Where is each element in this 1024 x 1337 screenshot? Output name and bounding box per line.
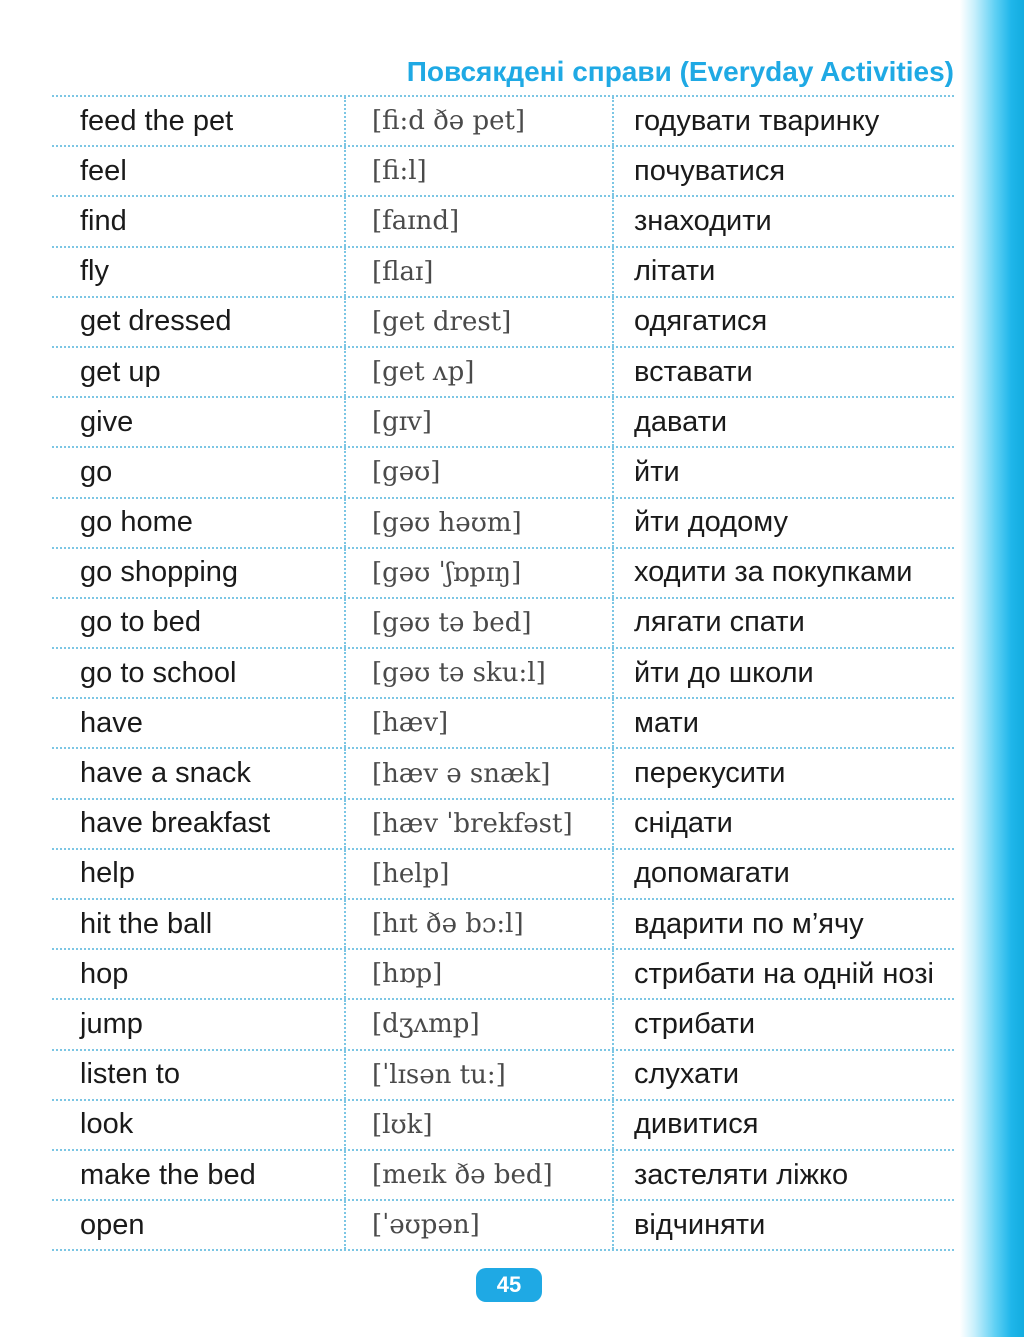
table-row xyxy=(52,1201,954,1251)
english-word: feed the pet xyxy=(52,97,346,145)
english-word: get up xyxy=(52,348,346,396)
english-word: jump xyxy=(52,1000,346,1048)
ukrainian-translation: ходити за покупками xyxy=(634,556,913,589)
transcription: [faɪnd] xyxy=(346,197,614,245)
ukrainian-translation: відчиняти xyxy=(634,1208,766,1241)
ukrainian-translation: перекусити xyxy=(634,757,786,790)
transcription: [dʒʌmp] xyxy=(346,1000,614,1048)
english-word: have breakfast xyxy=(52,800,346,848)
transcription: [help] xyxy=(346,850,614,898)
transcription: [flaɪ] xyxy=(346,248,614,296)
ukrainian-translation: годувати тваринку xyxy=(634,104,880,137)
english-word: go home xyxy=(52,499,346,547)
transcription: [gəʊ tə sku:l] xyxy=(346,649,614,697)
vocabulary-table xyxy=(52,95,954,1251)
table-row xyxy=(52,950,954,1000)
english-word: help xyxy=(52,850,346,898)
english-word: go to school xyxy=(52,649,346,697)
english-word: get dressed xyxy=(52,298,346,346)
table-row xyxy=(52,749,954,799)
table-row xyxy=(52,599,954,649)
transcription: [fi:d ðə pet] xyxy=(346,97,614,145)
ukrainian-translation: снідати xyxy=(634,807,733,840)
transcription: [fi:l] xyxy=(346,147,614,195)
ukrainian-translation: дивитися xyxy=(634,1108,759,1141)
table-row xyxy=(52,448,954,498)
table-row xyxy=(52,850,954,900)
table-row xyxy=(52,649,954,699)
transcription: [hæv ə snæk] xyxy=(346,749,614,797)
ukrainian-translation: застеляти ліжко xyxy=(634,1158,849,1191)
ukrainian-translation: знаходити xyxy=(634,204,772,237)
english-word: hit the ball xyxy=(52,900,346,948)
table-row xyxy=(52,900,954,950)
table-row xyxy=(52,147,954,197)
transcription: [ˈlɪsən tu:] xyxy=(346,1051,614,1099)
table-row xyxy=(52,499,954,549)
english-word: make the bed xyxy=(52,1151,346,1199)
english-word: feel xyxy=(52,147,346,195)
ukrainian-translation: літати xyxy=(634,255,716,288)
ukrainian-translation: одягатися xyxy=(634,305,768,338)
ukrainian-translation: лягати спати xyxy=(634,606,805,639)
transcription: [gəʊ həʊm] xyxy=(346,499,614,547)
ukrainian-translation: почуватися xyxy=(634,154,786,187)
table-row xyxy=(52,248,954,298)
english-word: go to bed xyxy=(52,599,346,647)
ukrainian-translation: слухати xyxy=(634,1058,740,1091)
ukrainian-translation: допомагати xyxy=(634,857,790,890)
table-row xyxy=(52,298,954,348)
table-row xyxy=(52,197,954,247)
ukrainian-translation: йти додому xyxy=(634,506,788,539)
table-row xyxy=(52,1101,954,1151)
table-row xyxy=(52,800,954,850)
transcription: [hɒp] xyxy=(346,950,614,998)
ukrainian-translation: стрибати на одній нозі xyxy=(634,957,934,990)
page-number-badge: 45 xyxy=(476,1268,542,1302)
transcription: [gəʊ tə bed] xyxy=(346,599,614,647)
page-title: Повсякдені справи (Everyday Activities) xyxy=(406,56,954,87)
table-row xyxy=(52,1000,954,1050)
ukrainian-translation: стрибати xyxy=(634,1007,756,1040)
english-word: open xyxy=(52,1201,346,1249)
ukrainian-translation: вдарити по м’ячу xyxy=(634,907,864,940)
side-decoration-stripe xyxy=(960,0,1024,1337)
table-row xyxy=(52,1151,954,1201)
ukrainian-translation: мати xyxy=(634,706,699,739)
english-word: listen to xyxy=(52,1051,346,1099)
english-word: have a snack xyxy=(52,749,346,797)
english-word: hop xyxy=(52,950,346,998)
english-word: look xyxy=(52,1101,346,1149)
ukrainian-translation: давати xyxy=(634,405,728,438)
english-word: go xyxy=(52,448,346,496)
transcription: [gɪv] xyxy=(346,398,614,446)
ukrainian-translation: йти xyxy=(634,455,680,488)
transcription: [hɪt ðə bɔ:l] xyxy=(346,900,614,948)
english-word: give xyxy=(52,398,346,446)
table-row xyxy=(52,348,954,398)
transcription: [lʊk] xyxy=(346,1101,614,1149)
table-row xyxy=(52,398,954,448)
ukrainian-translation: вставати xyxy=(634,355,753,388)
transcription: [gəʊ] xyxy=(346,448,614,496)
transcription: [get drest] xyxy=(346,298,614,346)
english-word: go shopping xyxy=(52,549,346,597)
table-row xyxy=(52,97,954,147)
transcription: [meɪk ðə bed] xyxy=(346,1151,614,1199)
table-row xyxy=(52,699,954,749)
transcription: [gəʊ ˈʃɒpɪŋ] xyxy=(346,549,614,597)
table-row xyxy=(52,1051,954,1101)
english-word: have xyxy=(52,699,346,747)
transcription: [get ʌp] xyxy=(346,348,614,396)
english-word: fly xyxy=(52,248,346,296)
ukrainian-translation: йти до школи xyxy=(634,656,814,689)
transcription: [ˈəʊpən] xyxy=(346,1201,614,1249)
transcription: [hæv] xyxy=(346,699,614,747)
english-word: find xyxy=(52,197,346,245)
table-row xyxy=(52,549,954,599)
transcription: [hæv ˈbrekfəst] xyxy=(346,800,614,848)
